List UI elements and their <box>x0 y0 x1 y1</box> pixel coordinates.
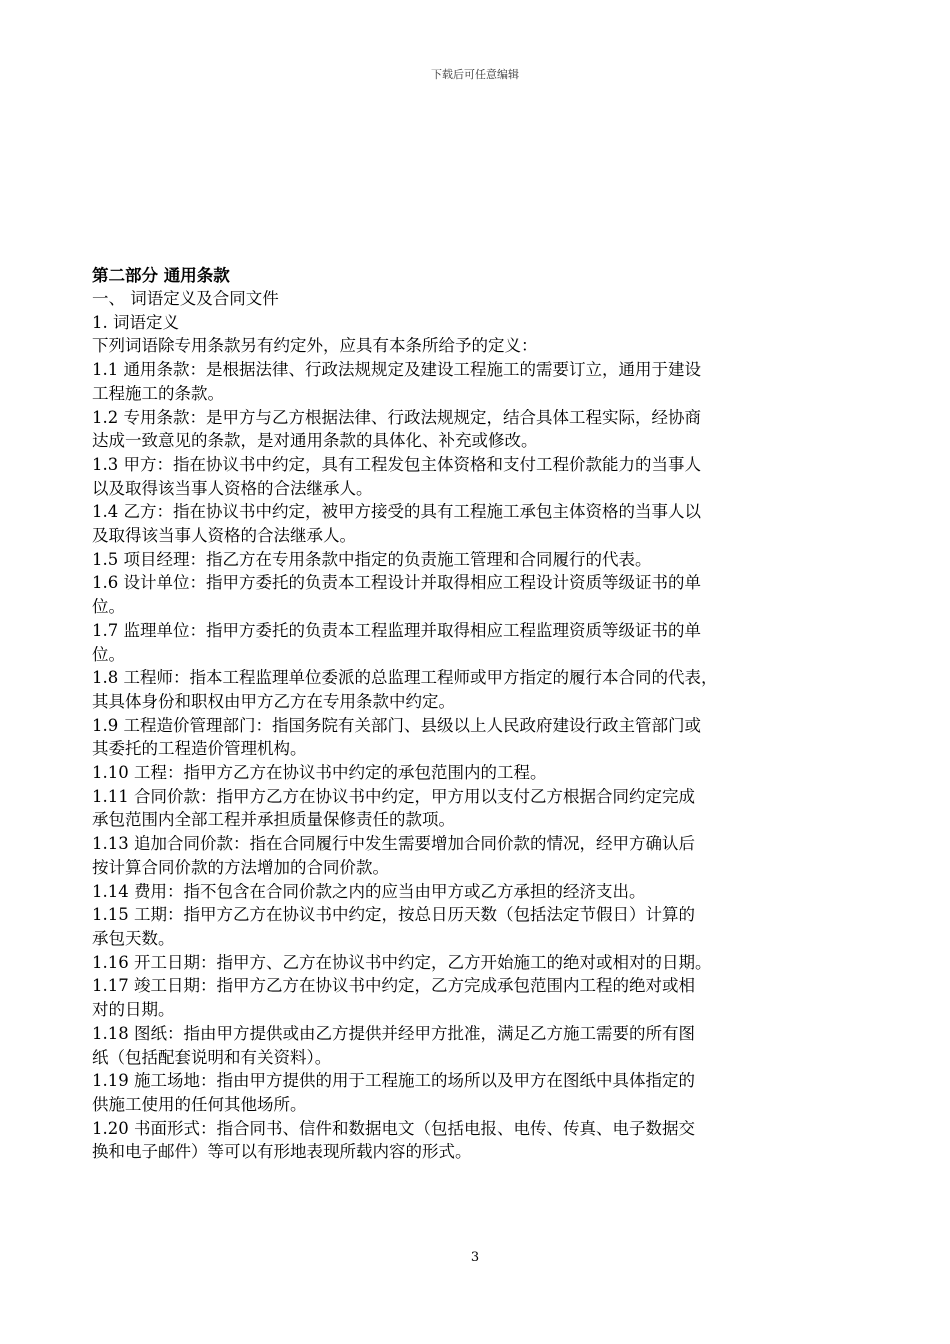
text-line: 1.2 专用条款：是甲方与乙方根据法律、行政法规规定，结合具体工程实际，经协商 <box>92 407 701 427</box>
text-line: 按计算合同价款的方法增加的合同价款。 <box>92 857 389 877</box>
body-text <box>92 287 814 1164</box>
document-body <box>92 264 814 1164</box>
text-line: 供施工使用的任何其他场所。 <box>92 1094 307 1114</box>
section-heading: 第二部分 通用条款 <box>92 266 230 285</box>
text-line: 1.17 竣工日期：指甲方乙方在协议书中约定，乙方完成承包范围内工程的绝对或相 <box>92 976 695 996</box>
text-line: 1.6 设计单位：指甲方委托的负责本工程设计并取得相应工程设计资质等级证书的单 <box>92 573 701 593</box>
text-line: 其委托的工程造价管理机构。 <box>92 739 307 759</box>
text-line: 换和电子邮件）等可以有形地表现所载内容的形式。 <box>92 1142 472 1162</box>
text-line: 1.4 乙方：指在协议书中约定，被甲方接受的具有工程施工承包主体资格的当事人以 <box>92 502 701 522</box>
text-line: 1.5 项目经理：指乙方在专用条款中指定的负责施工管理和合同履行的代表。 <box>92 549 652 569</box>
text-line: 位。 <box>92 644 125 664</box>
text-line: 下列词语除专用条款另有约定外，应具有本条所给予的定义： <box>92 336 538 356</box>
text-line: 1.14 费用：指不包含在合同价款之内的应当由甲方或乙方承担的经济支出。 <box>92 881 646 901</box>
text-line: 1.3 甲方：指在协议书中约定，具有工程发包主体资格和支付工程价款能力的当事人 <box>92 454 701 474</box>
text-line: 达成一致意见的条款，是对通用条款的具体化、补充或修改。 <box>92 431 538 451</box>
text-line: 1.15 工期：指甲方乙方在协议书中约定，按总日历天数（包括法定节假日）计算的 <box>92 905 695 925</box>
text-line: 对的日期。 <box>92 1000 175 1020</box>
text-line: 1.13 追加合同价款：指在合同履行中发生需要增加合同价款的情况，经甲方确认后 <box>92 834 695 854</box>
text-line: 一、 词语定义及合同文件 <box>92 289 279 308</box>
text-line: 1.11 合同价款：指甲方乙方在协议书中约定，甲方用以支付乙方根据合同约定完成 <box>92 786 695 806</box>
text-line: 1.8 工程师：指本工程监理单位委派的总监理工程师或甲方指定的履行本合同的代表， <box>92 668 718 688</box>
text-line: 1.18 图纸：指由甲方提供或由乙方提供并经甲方批准，满足乙方施工需要的所有图 <box>92 1023 695 1043</box>
text-line: 位。 <box>92 597 125 617</box>
page-header: 下载后可任意编辑 <box>431 68 519 81</box>
text-line: 承包范围内全部工程并承担质量保修责任的款项。 <box>92 810 455 830</box>
text-line: 其具体身份和职权由甲方乙方在专用条款中约定。 <box>92 691 455 711</box>
text-line: 1.7 监理单位：指甲方委托的负责本工程监理并取得相应工程监理资质等级证书的单 <box>92 620 701 640</box>
text-line: 1.16 开工日期：指甲方、乙方在协议书中约定，乙方开始施工的绝对或相对的日期。 <box>92 952 712 972</box>
text-line: 工程施工的条款。 <box>92 383 224 403</box>
text-line: 1.1 通用条款：是根据法律、行政法规规定及建设工程施工的需要订立，通用于建设 <box>92 360 701 380</box>
text-line: 1.20 书面形式：指合同书、信件和数据电文（包括电报、电传、传真、电子数据交 <box>92 1118 695 1138</box>
page-number: 3 <box>470 1250 480 1265</box>
text-line: 1.10 工程：指甲方乙方在协议书中约定的承包范围内的工程。 <box>92 763 547 783</box>
text-line: 1.9 工程造价管理部门：指国务院有关部门、县级以上人民政府建设行政主管部门或 <box>92 715 701 735</box>
text-line: 承包天数。 <box>92 928 175 948</box>
text-line: 纸（包括配套说明和有关资料）。 <box>92 1047 332 1067</box>
text-line: 1.19 施工场地：指由甲方提供的用于工程施工的场所以及甲方在图纸中具体指定的 <box>92 1071 695 1091</box>
text-line: 1. 词语定义 <box>92 312 179 332</box>
text-line: 及取得该当事人资格的合法继承人。 <box>92 526 356 546</box>
text-line: 以及取得该当事人资格的合法继承人。 <box>92 478 373 498</box>
